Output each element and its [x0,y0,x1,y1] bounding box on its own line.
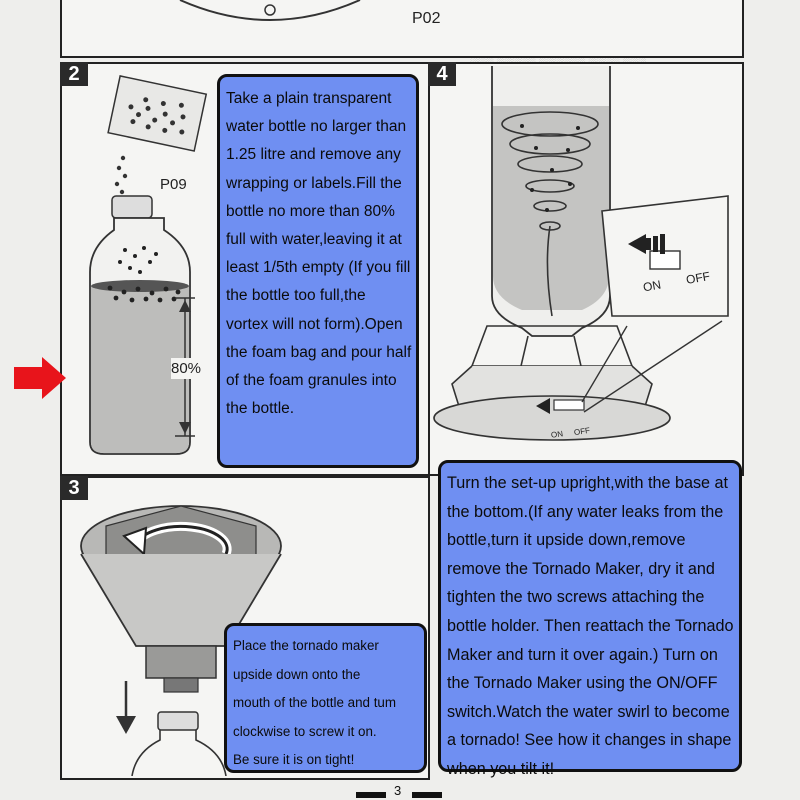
step3-line-1: Place the tornado maker [233,638,379,653]
step3-number: 3 [60,476,88,500]
step2-instruction-text: Take a plain transparent water bottle no larger than 1.25 litre and remove any wrapping or labels.Fill the bottle no more than 80% full with water,leaving it at least 1/5th empty (If you fill the bottle too full,the vortex will not form).Open the foam bag and pour half of the foam granules into the bottle. [226,90,412,418]
fill-level-label: 80% [171,360,202,377]
top-part-label: P02 [412,10,441,27]
foam-bag-illustration [95,74,215,204]
step3-instruction-callout [224,623,427,773]
step2-number: 2 [60,62,88,86]
zoom-switch-on-label: ON [641,277,663,295]
base-switch-off-label: OFF [573,425,591,438]
step3-line-2: upside down onto the [233,666,361,682]
step2-instruction-callout [217,74,419,468]
step3-line-5: Be sure it is on tight! [233,752,355,767]
zoom-switch-off-label: OFF [684,269,712,287]
step4-instruction-text: Turn the set-up upright,with the base at the bottom.(If any water leaks from the bottle,turn it upside down,remove remove the Tornado Maker, dry it and tighten the two screws attaching the bottle holder. Then reattach the Tornado Maker and turn it over again.) Turn on the Tornado Maker using the ON/OFF switch.Watch the water swirl to become a tornado! See how it changes in shape when you tilt it! [447,474,734,778]
step4-number: 4 [428,62,456,86]
step1-panel-fragment [60,0,744,58]
red-pointer-arrow [12,355,68,401]
page-number [356,783,446,800]
step3-line-3: mouth of the bottle and tum [233,695,397,710]
base-switch-on-label: ON [550,429,564,440]
page-number-text: 3 [394,783,402,798]
top-device-fragment [170,0,370,30]
tornado-setup-illustration [432,66,732,466]
foam-bag-part-label: P09 [160,176,187,193]
step4-instruction-callout [438,460,742,778]
step3-line-4: clockwise to screw it on. [233,723,377,739]
